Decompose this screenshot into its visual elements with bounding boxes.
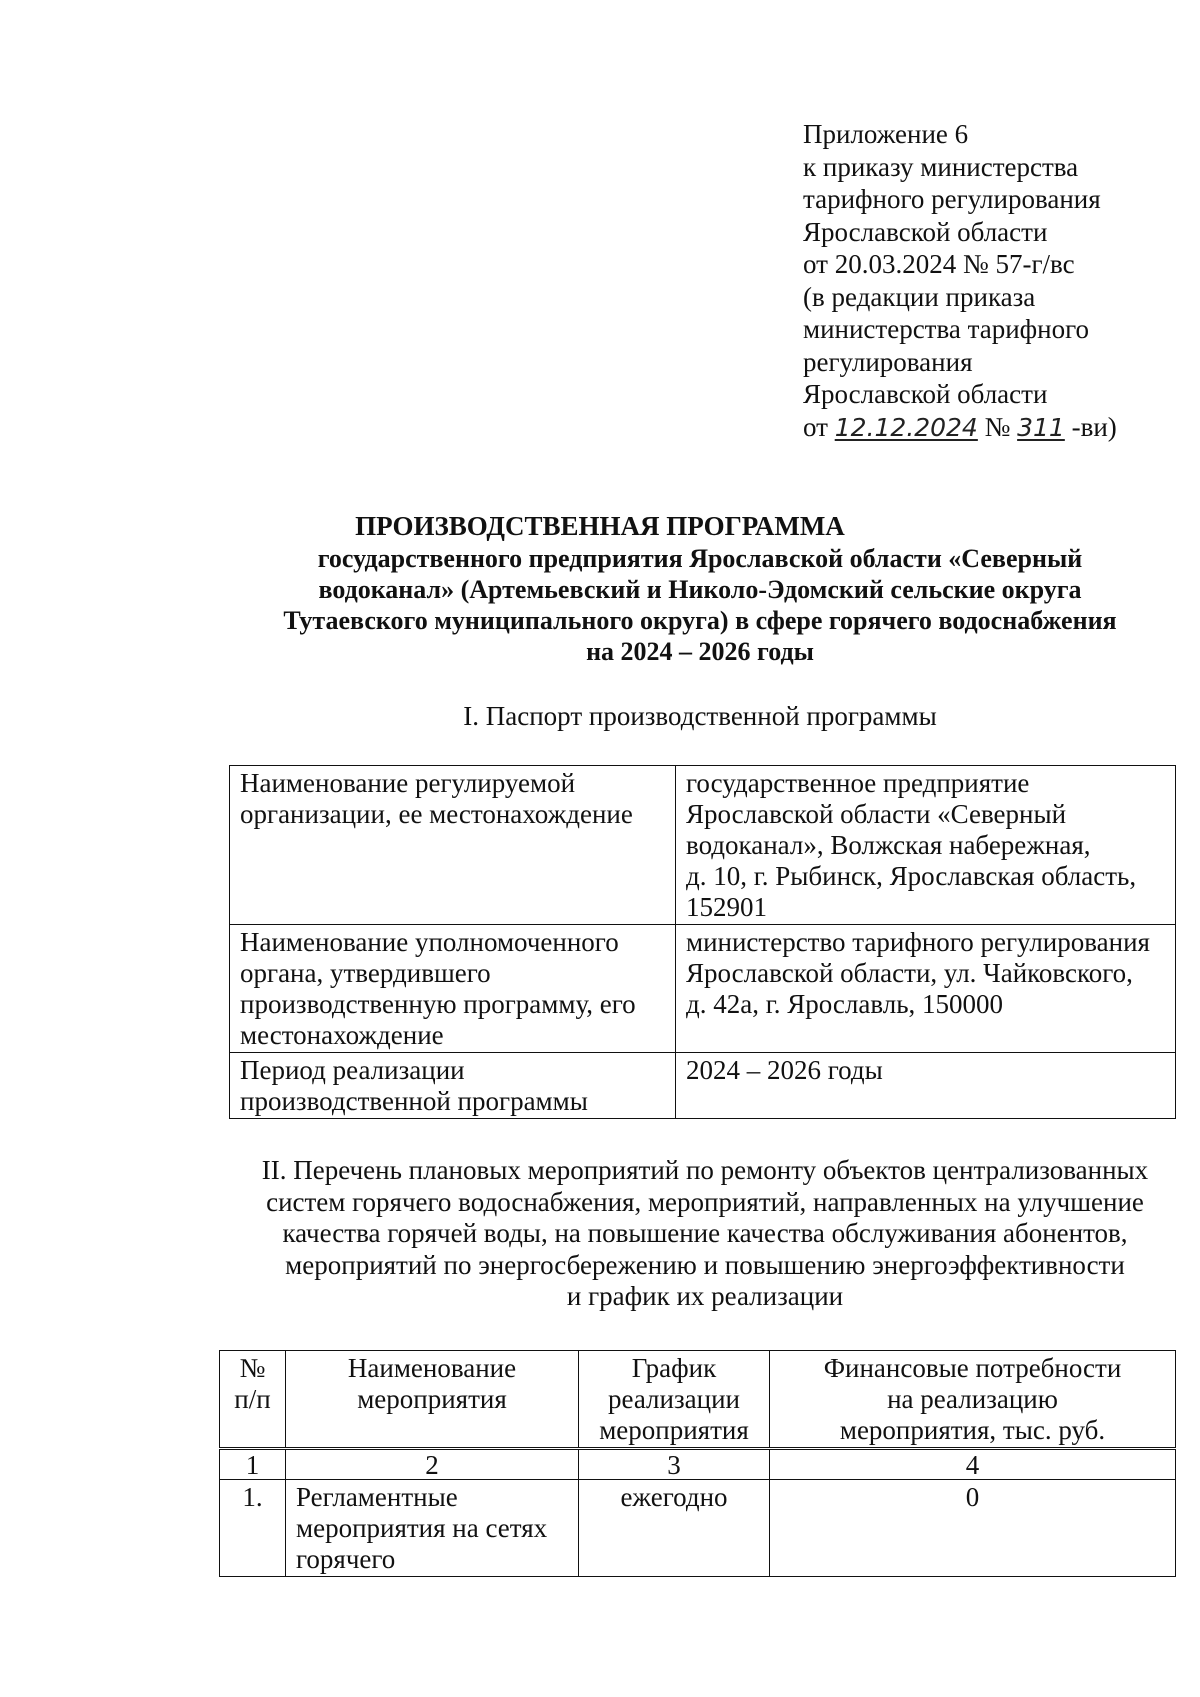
- subtitle-line: государственного предприятия Ярославской области «Северный: [317, 544, 1083, 573]
- text-line: мероприятия: [599, 1415, 749, 1445]
- text-line: реализации: [608, 1384, 740, 1414]
- passport-value: [676, 1053, 1176, 1119]
- document-subtitle: [250, 543, 1150, 667]
- text-line: мероприятия на сетях: [296, 1513, 548, 1543]
- text-line: д. 10, г. Рыбинск, Ярославская область,: [686, 861, 1137, 891]
- events-table: [219, 1350, 1176, 1577]
- text-line: Наименование уполномоченного: [240, 927, 619, 957]
- text-line: мероприятия, тыс. руб.: [839, 1415, 1106, 1445]
- appendix-line: тарифного регулирования: [803, 184, 1101, 214]
- table-header-row: [220, 1351, 1176, 1449]
- text-line: №: [239, 1353, 266, 1383]
- column-number: 1: [220, 1449, 286, 1480]
- column-number: 4: [770, 1449, 1176, 1480]
- document-title: ПРОИЗВОДСТВЕННАЯ ПРОГРАММА: [355, 511, 845, 541]
- text-line: 2024 – 2026 годы: [686, 1055, 883, 1085]
- text-line: Наименование регулируемой: [240, 768, 576, 798]
- text-line: Ярославской области, ул. Чайковского,: [686, 958, 1133, 988]
- text-line: государственное предприятие: [686, 768, 1030, 798]
- column-number: 3: [579, 1449, 770, 1480]
- text-line: горячего: [296, 1544, 396, 1574]
- appendix-amendment-line: [803, 411, 1163, 445]
- appendix-line: к приказу министерства: [803, 151, 1079, 182]
- handwritten-number: 311: [1017, 412, 1065, 442]
- passport-value: [676, 766, 1176, 925]
- text-line: 152901: [686, 892, 767, 922]
- column-number-row: [220, 1449, 1176, 1480]
- passport-label: [230, 766, 676, 925]
- text-line: систем горячего водоснабжения, мероприятий, направленных на улучшение: [266, 1186, 1144, 1217]
- subtitle-line: на 2024 – 2026 годы: [586, 637, 814, 666]
- amendment-prefix: от: [803, 411, 828, 442]
- text-line: министерство тарифного регулирования: [686, 927, 1150, 957]
- passport-label: [230, 925, 676, 1053]
- subtitle-line: Тутаевского муниципального округа) в сфере горячего водоснабжения: [283, 606, 1117, 635]
- header-cost: [770, 1351, 1176, 1449]
- text-line: Наименование: [347, 1353, 517, 1383]
- subtitle-line: водоканал» (Артемьевский и Николо-Эдомский сельские округа: [318, 575, 1082, 604]
- text-line: Регламентные: [296, 1482, 458, 1512]
- text-line: организации, ее местонахождение: [240, 799, 633, 829]
- header-no: [220, 1351, 286, 1449]
- amendment-suffix: -ви): [1071, 411, 1117, 442]
- text-line: производственной программы: [240, 1086, 588, 1116]
- text-line: мероприятия: [357, 1384, 507, 1414]
- passport-table: [229, 765, 1176, 1119]
- text-line: местонахождение: [240, 1020, 444, 1050]
- text-line: мероприятий по энергосбережению и повышению энергоэффективности: [285, 1249, 1125, 1280]
- text-line: Финансовые потребности: [823, 1353, 1122, 1383]
- appendix-line: от 20.03.2024 № 57-г/вс: [803, 249, 1075, 279]
- section-2-title: [230, 1155, 1180, 1313]
- text-line: д. 42а, г. Ярославль, 150000: [686, 989, 1004, 1019]
- text-line: и график их реализации: [566, 1281, 844, 1311]
- passport-row: [230, 1053, 1176, 1119]
- row-no: 1.: [220, 1480, 286, 1577]
- table-row: [220, 1480, 1176, 1577]
- appendix-line: регулирования: [803, 346, 973, 377]
- row-name: [286, 1480, 579, 1577]
- text-line: водоканал», Волжская набережная,: [686, 830, 1091, 860]
- appendix-line: (в редакции приказа: [803, 281, 1036, 312]
- passport-row: [230, 766, 1176, 925]
- number-sign: №: [984, 411, 1011, 442]
- passport-row: [230, 925, 1176, 1053]
- text-line: II. Перечень плановых мероприятий по ремонту объектов централизованных: [261, 1155, 1149, 1185]
- text-line: органа, утвердившего: [240, 958, 491, 988]
- appendix-line: Ярославской области: [803, 379, 1048, 409]
- text-line: производственную программу, его: [240, 989, 636, 1019]
- passport-label: [230, 1053, 676, 1119]
- text-line: на реализацию: [887, 1384, 1058, 1414]
- text-line: п/п: [234, 1384, 271, 1414]
- row-schedule: ежегодно: [579, 1480, 770, 1577]
- appendix-line: Приложение 6: [803, 119, 969, 149]
- section-1-title: I. Паспорт производственной программы: [463, 701, 937, 731]
- appendix-block: [803, 118, 1163, 444]
- header-name: [286, 1351, 579, 1449]
- appendix-line: Ярославской области: [803, 216, 1048, 247]
- row-cost: 0: [770, 1480, 1176, 1577]
- header-schedule: [579, 1351, 770, 1449]
- text-line: качества горячей воды, на повышение качества обслуживания абонентов,: [282, 1218, 1128, 1248]
- text-line: Ярославской области «Северный: [686, 799, 1067, 829]
- column-number: 2: [286, 1449, 579, 1480]
- handwritten-date: 12.12.2024: [834, 412, 978, 442]
- text-line: График: [631, 1353, 717, 1383]
- passport-value: [676, 925, 1176, 1053]
- text-line: Период реализации: [240, 1055, 465, 1085]
- appendix-line: министерства тарифного: [803, 314, 1090, 344]
